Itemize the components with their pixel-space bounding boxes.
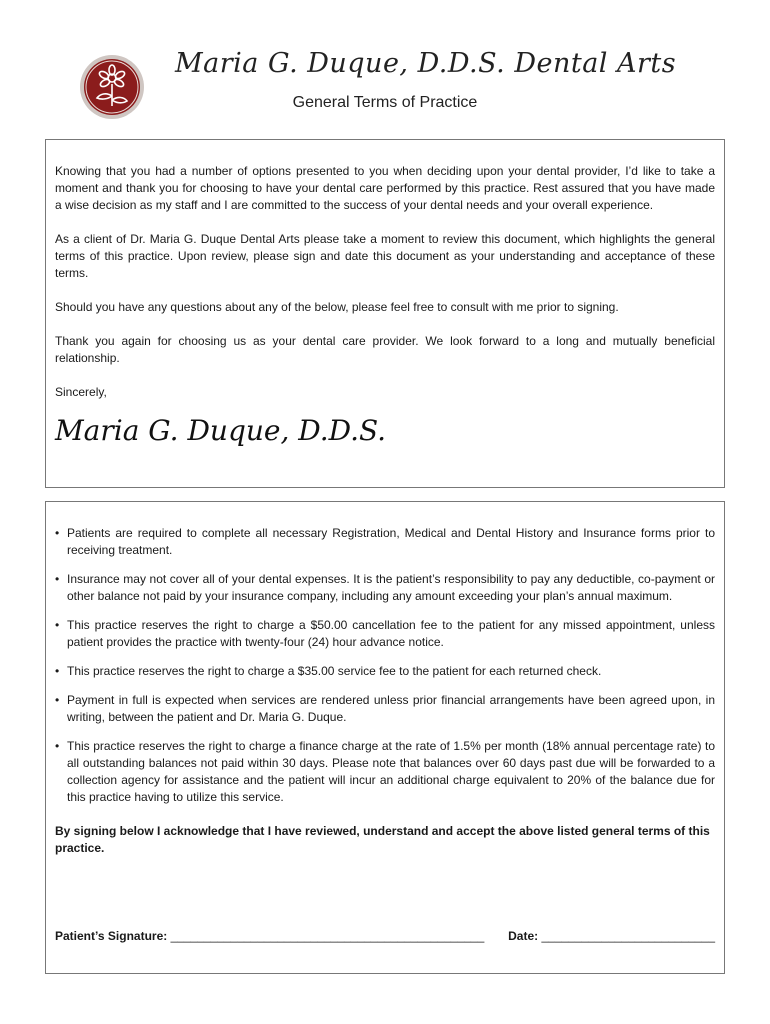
letter-closing: Sincerely, <box>55 385 107 399</box>
letter-paragraph-1: Knowing that you had a number of options presented to you when deciding upon your dental provider, I’d like to take a moment and thank you for choosing to have your dental care performed by this practice. Rest assured that you have made a wise decision as my staff and I are committed to the success of your dental needs and your overall experience. <box>55 164 715 212</box>
acknowledgement-statement: By signing below I acknowledge that I have reviewed, understand and accept the above listed general terms of this practice. <box>55 824 710 855</box>
bullet-icon: • <box>55 664 60 678</box>
bullet-icon: • <box>55 526 60 540</box>
term-text: Patients are required to complete all necessary Registration, Medical and Dental History and Insurance forms prior to receiving treatment. <box>67 526 715 557</box>
date-blank[interactable]: __________________________ <box>541 929 715 943</box>
term-item <box>55 663 715 680</box>
term-text: This practice reserves the right to charge a $35.00 service fee to the patient for each returned check. <box>67 664 602 678</box>
term-item <box>55 692 715 726</box>
brand-name: Maria G. Duque, D.D.S. Dental Arts <box>175 48 677 79</box>
term-item <box>55 738 715 806</box>
date-label: Date: <box>508 929 539 943</box>
term-item <box>55 525 715 559</box>
date-field[interactable] <box>508 929 715 943</box>
signature-row <box>55 929 715 943</box>
bullet-icon: • <box>55 739 60 753</box>
term-text: This practice reserves the right to charge a $50.00 cancellation fee to the patient for any missed appointment, unless patient provides the practice with twenty-four (24) hour advance notice. <box>67 618 715 649</box>
patient-signature-field[interactable] <box>55 929 484 943</box>
term-item <box>55 571 715 605</box>
page-title: General Terms of Practice <box>292 94 478 111</box>
patient-signature-blank[interactable]: _______________________________________________ <box>170 929 485 943</box>
letter-paragraph-4: Thank you again for choosing us as your dental care provider. We look forward to a long and mutually beneficial relationship. <box>55 334 715 365</box>
term-text: Insurance may not cover all of your dental expenses. It is the patient’s responsibility to pay any deductible, co-payment or other balance not paid by your insurance company, including any amount exceeding your plan’s annual maximum. <box>67 572 715 603</box>
bullet-icon: • <box>55 572 60 586</box>
term-text: Payment in full is expected when services are rendered unless prior financial arrangements have been agreed upon, in writing, between the patient and Dr. Maria G. Duque. <box>67 693 715 724</box>
terms-section <box>45 501 725 974</box>
doctor-signature: Maria G. Duque, D.D.S. <box>55 414 387 447</box>
term-item <box>55 617 715 651</box>
bullet-icon: • <box>55 693 60 707</box>
patient-signature-label: Patient’s Signature: <box>55 929 168 943</box>
terms-list <box>55 525 715 806</box>
bullet-icon: • <box>55 618 60 632</box>
term-text: This practice reserves the right to charge a finance charge at the rate of 1.5% per month (18% annual percentage rate) to all outstanding balances not paid within 30 days. Please note that balances over 60 days past due will be forwarded to a collection agency for assistance and the patient will incur an additional charge equivalent to 20% of the balance due for this practice having to utilize this service. <box>67 739 715 804</box>
welcome-letter <box>45 139 725 488</box>
letter-paragraph-3: Should you have any questions about any of the below, please feel free to consult with me prior to signing. <box>55 300 619 314</box>
letter-paragraph-2: As a client of Dr. Maria G. Duque Dental Arts please take a moment to review this document, which highlights the general terms of this practice. Upon review, please sign and date this document as your understanding and acceptance of these terms. <box>55 232 715 280</box>
